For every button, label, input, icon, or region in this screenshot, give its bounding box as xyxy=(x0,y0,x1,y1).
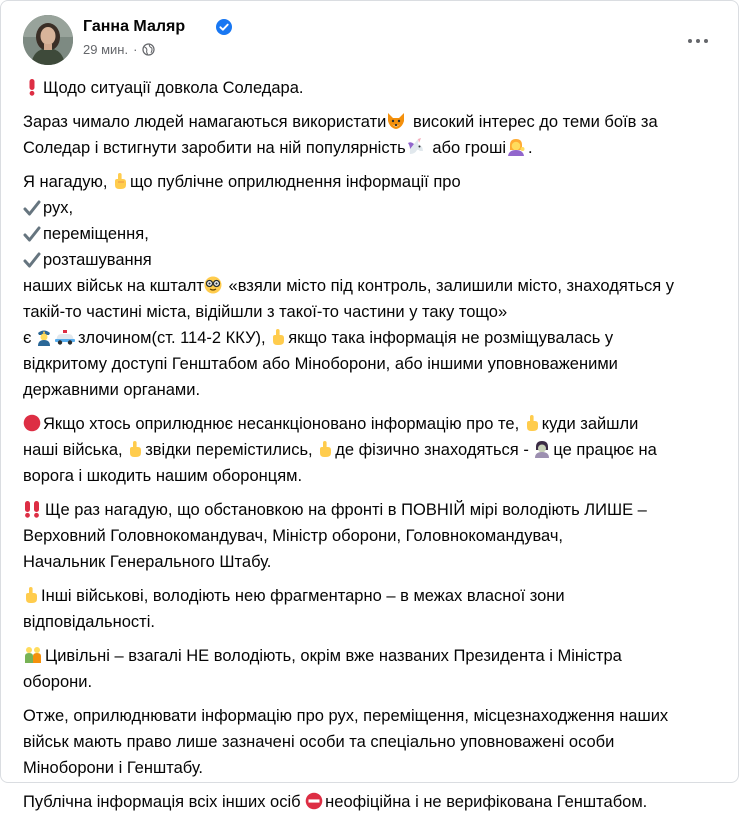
text: Інші військові, володіють нею фрагментарно – в межах власної зони xyxy=(41,587,565,605)
post-time[interactable]: 29 мин. xyxy=(83,42,129,57)
text: неофіційна і не верифікована Генштабом. xyxy=(325,793,648,811)
text: державними органами. xyxy=(23,381,201,399)
text: де фізично знаходяться - xyxy=(335,441,534,459)
text: злочином(ст. 114-2 ККУ), xyxy=(78,329,271,347)
text: Начальник Генерального Штабу. xyxy=(23,553,272,571)
text: що публічне оприлюднення інформації про xyxy=(130,173,461,191)
police-car-icon xyxy=(54,328,76,346)
paragraph xyxy=(23,643,719,695)
text: ворога і шкодить нашим оборонцям. xyxy=(23,467,303,485)
more-dot xyxy=(688,39,692,43)
post-meta xyxy=(83,42,155,57)
text: переміщення, xyxy=(43,225,149,243)
pointing-up-icon xyxy=(112,172,128,190)
paragraph xyxy=(23,75,719,101)
paragraph xyxy=(23,497,719,575)
text: . xyxy=(528,139,533,157)
text: «взяли місто під контроль, залишили місто, знаходяться у xyxy=(223,277,674,295)
author-name[interactable]: Ганна Маляр xyxy=(83,18,186,35)
meta-separator: · xyxy=(133,42,138,57)
post-header xyxy=(23,15,716,69)
person-tipping-hand-icon xyxy=(506,138,526,156)
text: Міноборони і Генштабу. xyxy=(23,759,204,777)
text: Верховний Головнокомандувач, Міністр оборони, Головнокомандувач, xyxy=(23,527,564,545)
text: якщо така інформація не розміщувалась у xyxy=(288,329,614,347)
text: це працює на xyxy=(553,441,657,459)
paragraph xyxy=(23,583,719,635)
text: Я нагадую, xyxy=(23,173,113,191)
globe-icon xyxy=(142,43,155,56)
text: відкритому доступі Генштабом або Міноборони, або іншими уповноваженими xyxy=(23,355,618,373)
text: Зараз чимало людей намагаються використати xyxy=(23,113,387,131)
check-mark-icon xyxy=(23,200,41,216)
text: відповідальності. xyxy=(23,613,155,631)
red-circle-icon xyxy=(23,414,41,432)
red-exclamation-icon xyxy=(23,78,41,96)
paragraph xyxy=(23,411,719,489)
text: рух, xyxy=(43,199,74,217)
text: наші війська, xyxy=(23,441,128,459)
police-officer-icon xyxy=(36,328,52,346)
paragraph xyxy=(23,109,719,161)
pointing-up-icon xyxy=(270,328,286,346)
text: Щодо ситуації довкола Соледара. xyxy=(43,79,304,97)
pointing-up-icon xyxy=(317,440,333,458)
text: Соледар і встигнути заробити на ній популярність xyxy=(23,139,406,157)
text: такій-то частині міста, відійшли з такої-то частини у таку тощо» xyxy=(23,303,508,321)
paragraph xyxy=(23,169,719,403)
text: є xyxy=(23,329,37,347)
text: Отже, оприлюднювати інформацію про рух, переміщення, місцезнаходження наших xyxy=(23,707,669,725)
pointing-up-icon xyxy=(23,586,39,604)
unicorn-icon xyxy=(406,138,426,156)
verified-badge-icon xyxy=(216,19,232,35)
more-options-button[interactable] xyxy=(684,27,712,55)
text: Публічна інформація всіх інших осіб xyxy=(23,793,306,811)
avatar[interactable] xyxy=(23,15,73,65)
pointing-up-icon xyxy=(127,440,143,458)
more-dot xyxy=(696,39,700,43)
check-mark-icon xyxy=(23,252,41,268)
text: оборони. xyxy=(23,673,93,691)
text: високий інтерес до теми боїв за xyxy=(408,113,658,131)
text: Цивільні – взагалі НЕ володіють, окрім вже названих Президента і Міністра xyxy=(45,647,622,665)
fox-icon xyxy=(386,112,406,130)
nerd-face-icon xyxy=(204,276,222,294)
text: куди зайшли xyxy=(541,415,639,433)
text: Якщо хтось оприлюднює несанкціоновано інформацію про те, xyxy=(43,415,524,433)
text: звідки перемістились, xyxy=(145,441,318,459)
zombie-icon xyxy=(533,440,551,458)
text: Ще раз нагадую, що обстановкою на фронті в ПОВНІЙ мірі володіють ЛИШЕ – xyxy=(45,501,647,519)
more-dot xyxy=(704,39,708,43)
double-exclamation-icon xyxy=(23,500,43,518)
text: розташування xyxy=(43,251,152,269)
pointing-up-icon xyxy=(524,414,540,432)
text: військ мають право лише зазначені особи та спеціально уповноважені особи xyxy=(23,733,615,751)
paragraph xyxy=(23,789,719,815)
paragraph xyxy=(23,703,719,781)
text: або гроші xyxy=(427,139,507,157)
no-entry-icon xyxy=(305,792,323,810)
people-holding-hands-icon xyxy=(23,646,43,664)
text: наших військ на кшталт xyxy=(23,277,204,295)
check-mark-icon xyxy=(23,226,41,242)
post-text xyxy=(23,75,719,823)
